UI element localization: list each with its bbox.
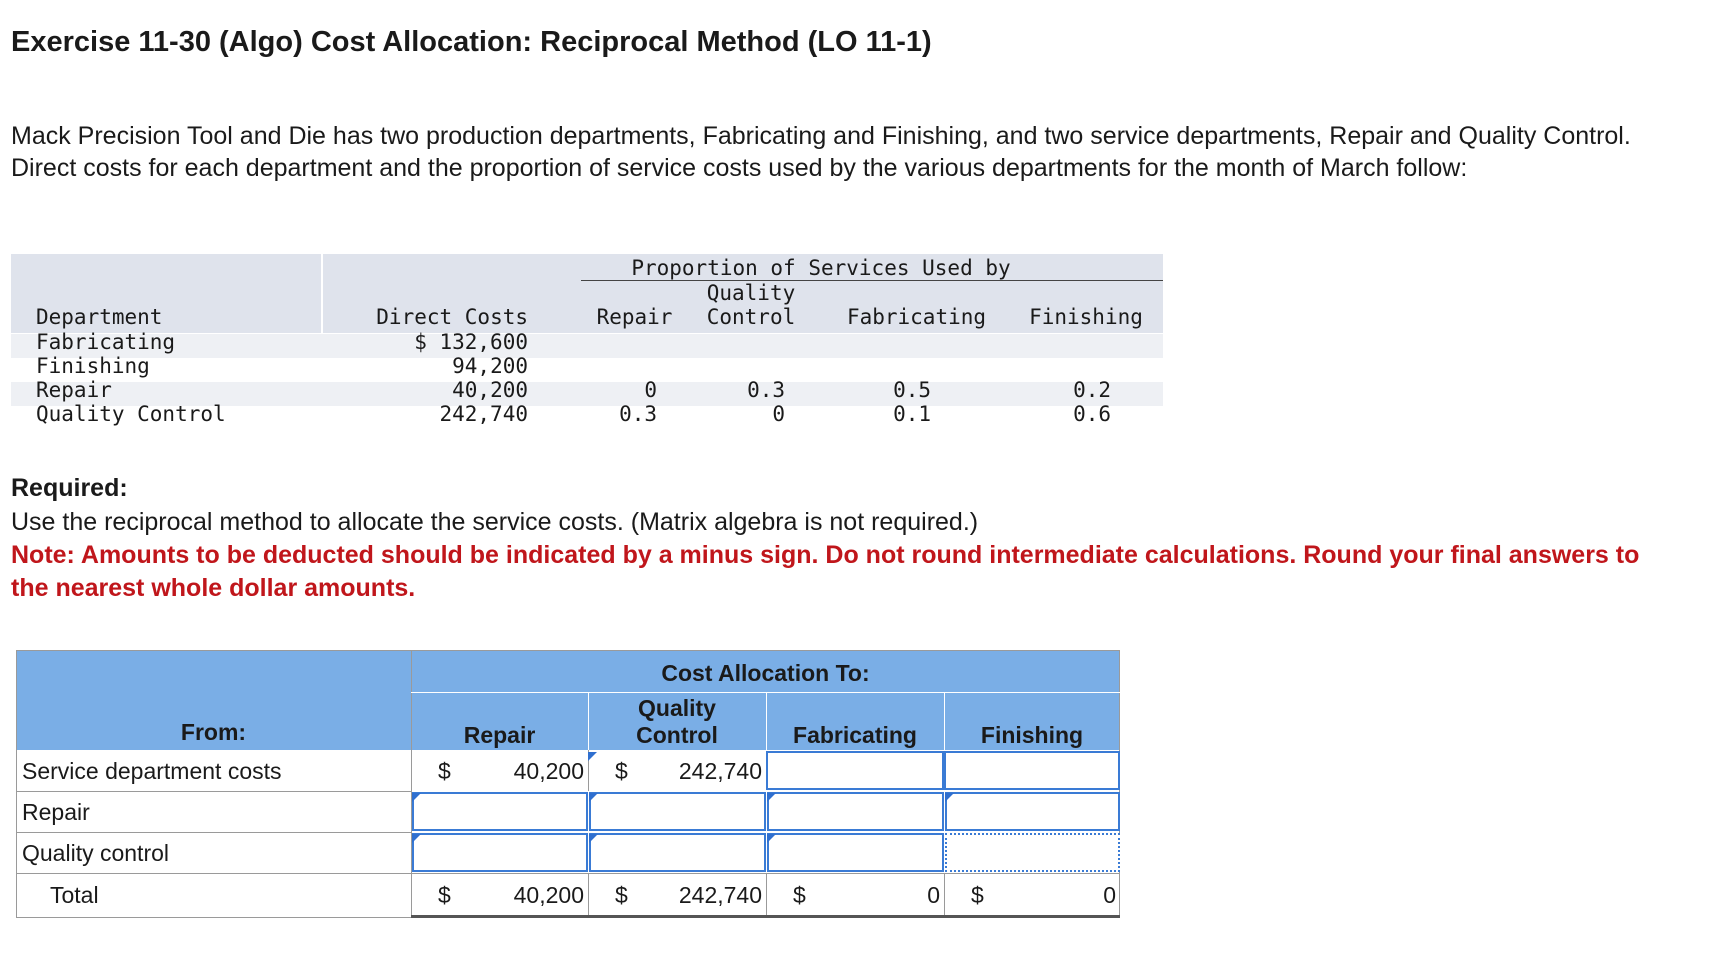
row-department: Fabricating xyxy=(36,330,176,354)
col-divider xyxy=(766,873,767,917)
input-marker xyxy=(589,834,598,843)
row-label-quality-control: Quality control xyxy=(22,840,170,866)
quality-qc-input[interactable] xyxy=(589,833,766,872)
row-direct-costs: 94,200 xyxy=(452,354,528,378)
grid-divider xyxy=(411,650,412,918)
row-finishing-proportion: 0.6 xyxy=(1073,402,1111,426)
service-repair-amount: 40,200 xyxy=(513,758,584,784)
row-divider xyxy=(16,791,411,792)
required-heading: Required: xyxy=(11,474,128,502)
grid-group-header: Cost Allocation To: xyxy=(661,660,870,686)
row-repair-proportion: 0.3 xyxy=(619,402,657,426)
row-department: Repair xyxy=(36,378,112,402)
total-finishing-amount: 0 xyxy=(1103,882,1116,908)
col-header-finishing: Finishing xyxy=(980,722,1084,748)
total-repair-amount: 40,200 xyxy=(513,882,584,908)
total-double-rule xyxy=(411,915,1120,918)
row-qc-proportion: 0.3 xyxy=(747,378,785,402)
service-qc-amount: 242,740 xyxy=(678,758,762,784)
input-marker xyxy=(767,834,776,843)
row-repair-proportion: 0 xyxy=(644,378,657,402)
repair-repair-input[interactable] xyxy=(412,792,588,831)
quality-repair-input[interactable] xyxy=(412,833,588,872)
currency-symbol: $ xyxy=(793,882,806,908)
input-marker xyxy=(767,793,776,802)
given-data-table xyxy=(11,254,1163,442)
row-direct-costs: $ 132,600 xyxy=(414,330,528,354)
col-header-qc-line2: Control xyxy=(706,305,796,329)
currency-symbol: $ xyxy=(438,758,451,784)
row-direct-costs: 40,200 xyxy=(452,378,528,402)
col-header-fabricating: Fabricating xyxy=(846,305,987,329)
col-header-department: Department xyxy=(36,305,163,329)
col-header-repair: Repair xyxy=(463,722,536,748)
group-header: Proportion of Services Used by xyxy=(631,256,1011,280)
col-header-qc-line1: Quality xyxy=(638,695,716,721)
col-divider xyxy=(588,873,589,917)
input-marker xyxy=(412,834,421,843)
service-fabricating-input[interactable] xyxy=(766,751,944,790)
row-finishing-proportion: 0.2 xyxy=(1073,378,1111,402)
input-marker xyxy=(588,752,597,761)
repair-fabricating-input[interactable] xyxy=(767,792,944,831)
row-department: Finishing xyxy=(36,354,150,378)
input-marker xyxy=(945,793,954,802)
total-qc-amount: 242,740 xyxy=(678,882,762,908)
col-divider xyxy=(944,873,945,917)
row-label-repair: Repair xyxy=(22,799,90,825)
service-finishing-input[interactable] xyxy=(944,751,1120,790)
group-header-rule xyxy=(581,280,1163,281)
col-header-direct-costs: Direct Costs xyxy=(376,305,528,329)
col-header-finishing: Finishing xyxy=(1029,305,1143,329)
row-label-total: Total xyxy=(50,882,99,908)
input-marker xyxy=(412,793,421,802)
row-divider xyxy=(16,873,411,874)
row-fabricating-proportion: 0.5 xyxy=(893,378,931,402)
currency-symbol: $ xyxy=(438,882,451,908)
col-header-qc-line2: Control xyxy=(636,722,718,748)
row-department: Quality Control xyxy=(36,402,226,426)
row-direct-costs: 242,740 xyxy=(439,402,528,426)
required-text: Use the reciprocal method to allocate the service costs. (Matrix algebra is not required.) xyxy=(11,508,979,536)
from-header: From: xyxy=(180,719,247,745)
quality-fabricating-input[interactable] xyxy=(767,833,944,872)
col-header-repair: Repair xyxy=(596,305,673,329)
row-label-service-costs: Service department costs xyxy=(22,758,282,784)
currency-symbol: $ xyxy=(615,758,628,784)
repair-qc-input[interactable] xyxy=(589,792,766,831)
row-fabricating-proportion: 0.1 xyxy=(893,402,931,426)
cost-allocation-grid xyxy=(16,650,1120,918)
total-fabricating-amount: 0 xyxy=(927,882,940,908)
row-qc-proportion: 0 xyxy=(772,402,785,426)
page-title: Exercise 11-30 (Algo) Cost Allocation: Reciprocal Method (LO 11-1) xyxy=(11,26,932,58)
repair-finishing-input[interactable] xyxy=(945,792,1120,831)
input-marker xyxy=(589,793,598,802)
instruction-note: Note: Amounts to be deducted should be indicated by a minus sign. Do not round intermediate calculations. Round your final answers to the nearest whole dollar amounts. xyxy=(11,541,1640,602)
currency-symbol: $ xyxy=(615,882,628,908)
row-band-fabricating xyxy=(11,334,1163,358)
row-divider xyxy=(16,832,411,833)
problem-intro: Mack Precision Tool and Die has two production departments, Fabricating and Finishing, and two service departments, Repair and Quality Control. Direct costs for each department and the proportion of service costs used by the various departments for the month of March follow: xyxy=(11,122,1631,182)
col-header-qc-line1: Quality xyxy=(706,281,796,305)
currency-symbol: $ xyxy=(971,882,984,908)
col-header-fabricating: Fabricating xyxy=(793,722,917,748)
quality-finishing-input[interactable] xyxy=(945,833,1120,872)
